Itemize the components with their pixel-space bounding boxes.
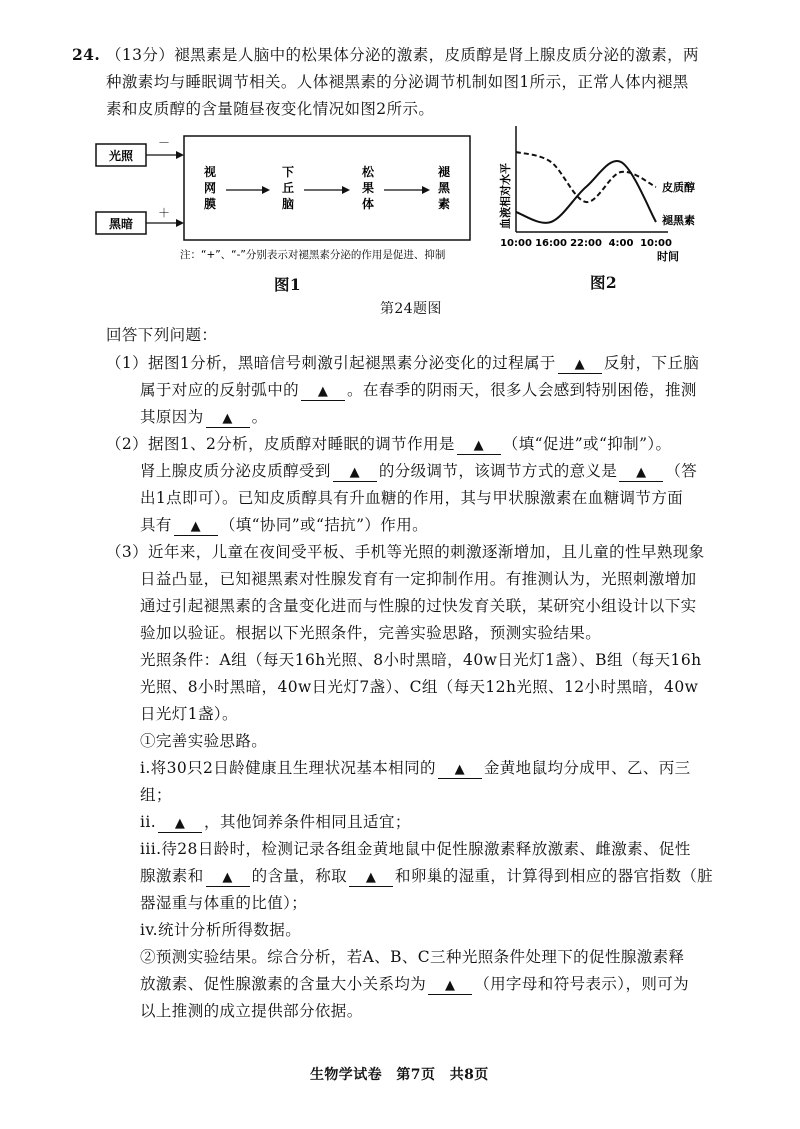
answer-blank[interactable]: ▲ bbox=[206, 870, 250, 887]
melatonin-line bbox=[516, 161, 656, 223]
part3-line-7: 日光灯1盏）。 bbox=[140, 705, 238, 723]
svg-text:素: 素 bbox=[437, 197, 451, 211]
x-tick-label: 10:00 bbox=[500, 238, 532, 249]
pathway-box bbox=[184, 136, 470, 240]
melatonin-label: 褪黑素 bbox=[662, 214, 695, 227]
intro-line-2: 种激素均与睡眠调节相关。人体褪黑素的分泌调节机制如图1所示，正常人体内褪黑 bbox=[106, 73, 689, 91]
figure-2-chart bbox=[492, 124, 722, 264]
answer-blank[interactable]: ▲ bbox=[438, 762, 482, 779]
answer-blank[interactable]: ▲ bbox=[349, 870, 393, 887]
light-label: 光照 bbox=[108, 149, 134, 163]
part3-line-17: 放激素、促性腺激素的含量大小关系均为 ▲ （用字母和符号表示），则可为 bbox=[140, 975, 690, 993]
part2-line-2: 肾上腺皮质分泌皮质醇受到 ▲ 的分级调节，该调节方式的意义是 ▲ （答 bbox=[140, 462, 698, 480]
part1-line-1: （1）据图1分析，黑暗信号刺激引起褪黑素分泌变化的过程属于 ▲ 反射，下丘脑 bbox=[106, 354, 700, 372]
svg-text:视: 视 bbox=[203, 165, 217, 179]
answer-blank[interactable]: ▲ bbox=[158, 816, 202, 833]
answer-blank[interactable]: ▲ bbox=[457, 438, 501, 455]
svg-text:体: 体 bbox=[361, 197, 375, 211]
part1-line-2: 属于对应的反射弧中的 ▲ 。在春季的阴雨天，很多人会感到特别困倦，推测 bbox=[140, 381, 697, 399]
x-tick-label: 10:00 bbox=[640, 238, 672, 249]
part2-line-1: （2）据图1、2分析，皮质醇对睡眠的调节作用是 ▲ （填“促进”或“抑制”）。 bbox=[106, 435, 672, 453]
cortisol-label: 皮质醇 bbox=[662, 181, 695, 194]
answer-blank[interactable]: ▲ bbox=[206, 411, 250, 428]
y-axis-label: 血液相对水平 bbox=[499, 163, 512, 229]
part3-line-6: 光照、8小时黑暗，40w日光灯7盏）、C组（每天12h光照、12小时黑暗，40w bbox=[140, 678, 699, 696]
svg-text:下: 下 bbox=[281, 165, 295, 179]
svg-text:黑: 黑 bbox=[437, 181, 451, 195]
intro-line-1: （13分）褪黑素是人脑中的松果体分泌的激素，皮质醇是肾上腺皮质分泌的激素，两 bbox=[106, 46, 699, 64]
part3-line-12: iii.待28日龄时，检测记录各组金黄地鼠中促性腺激素释放激素、雌激素、促性 bbox=[140, 840, 691, 858]
part3-line-13: 腺激素和 ▲ 的含量，称取 ▲ 和卵巢的湿重，计算得到相应的器官指数（脏 bbox=[140, 867, 714, 885]
intro-line-3: 素和皮质醇的含量随昼夜变化情况如图2所示。 bbox=[106, 100, 435, 118]
part2-line-4: 具有 ▲ （填“协同”或“拮抗”）作用。 bbox=[140, 516, 429, 534]
answer-blank[interactable]: ▲ bbox=[619, 465, 663, 482]
svg-text:褪: 褪 bbox=[437, 165, 451, 179]
part3-line-11: ii. ▲ ，其他饲养条件相同且适宜； bbox=[140, 813, 411, 831]
page-footer: 生物学试卷 第7页 共8页 bbox=[310, 1067, 489, 1083]
x-axis-label: 时间 bbox=[657, 250, 679, 263]
svg-text:果: 果 bbox=[361, 181, 375, 195]
part3-line-3: 通过引起褪黑素的含量变化进而与性腺的过快发育关联，某研究小组设计以下实 bbox=[140, 597, 697, 615]
part3-line-9: i.将30只2日龄健康且生理状况基本相同的 ▲ 金黄地鼠均分成甲、乙、丙三 bbox=[140, 759, 691, 777]
plus-sign: ＋ bbox=[158, 206, 171, 220]
figure-2-caption: 图2 bbox=[590, 273, 618, 292]
answer-blank[interactable]: ▲ bbox=[333, 465, 377, 482]
part2-line-3: 出1点即可）。已知皮质醇具有升血糖的作用，其与甲状腺激素在血糖调节方面 bbox=[140, 489, 684, 507]
figure-1-diagram bbox=[92, 132, 482, 272]
question-number: 24. bbox=[72, 45, 101, 64]
part3-line-4: 验加以验证。根据以下光照条件，完善实验思路，预测实验结果。 bbox=[140, 624, 602, 642]
figure-title: 第24题图 bbox=[380, 301, 442, 317]
part3-line-18: 以上推测的成立提供部分依据。 bbox=[140, 1002, 363, 1020]
part3-line-5: 光照条件：A组（每天16h光照、8小时黑暗，40w日光灯1盏）、B组（每天16h bbox=[140, 651, 702, 669]
node-pineal bbox=[361, 164, 375, 211]
node-melatonin bbox=[437, 164, 451, 211]
answer-blank[interactable]: ▲ bbox=[301, 384, 345, 401]
part3-line-14: 器湿重与体重的比值）； bbox=[140, 894, 308, 912]
svg-text:膜: 膜 bbox=[203, 197, 217, 211]
figure-1-caption: 图1 bbox=[274, 275, 302, 294]
x-tick-label: 22:00 bbox=[570, 238, 602, 249]
dark-label: 黑暗 bbox=[108, 217, 134, 231]
part3-line-1: （3）近年来，儿童在夜间受平板、手机等光照的刺激逐渐增加，且儿童的性早熟现象 bbox=[106, 543, 705, 561]
svg-text:松: 松 bbox=[361, 165, 375, 179]
part3-line-16: ②预测实验结果。综合分析，若A、B、C三种光照条件处理下的促性腺激素释 bbox=[140, 948, 685, 966]
svg-text:脑: 脑 bbox=[281, 197, 295, 211]
answer-prompt: 回答下列问题： bbox=[106, 326, 218, 344]
part3-line-2: 日益凸显，已知褪黑素对性腺发育有一定抑制作用。有推测认为，光照刺激增加 bbox=[140, 570, 697, 588]
node-retina bbox=[203, 164, 216, 211]
answer-blank[interactable]: ▲ bbox=[558, 357, 602, 374]
svg-text:网: 网 bbox=[203, 181, 217, 195]
minus-sign: － bbox=[158, 136, 171, 150]
part3-line-8: ①完善实验思路。 bbox=[140, 732, 268, 750]
part1-line-3: 其原因为 ▲ 。 bbox=[140, 408, 268, 426]
part3-line-15: iv.统计分析所得数据。 bbox=[140, 921, 302, 939]
x-tick-label: 4:00 bbox=[608, 238, 634, 249]
node-hypothalamus bbox=[282, 164, 294, 211]
svg-text:丘: 丘 bbox=[281, 181, 295, 195]
figure-1-note: 注：“+”、“-”分别表示对褪黑素分泌的作用是促进、抑制 bbox=[180, 249, 446, 261]
answer-blank[interactable]: ▲ bbox=[174, 519, 218, 536]
answer-blank[interactable]: ▲ bbox=[428, 978, 472, 995]
part3-line-10: 组； bbox=[140, 786, 172, 804]
cortisol-line bbox=[516, 152, 656, 202]
x-tick-label: 16:00 bbox=[535, 238, 567, 249]
